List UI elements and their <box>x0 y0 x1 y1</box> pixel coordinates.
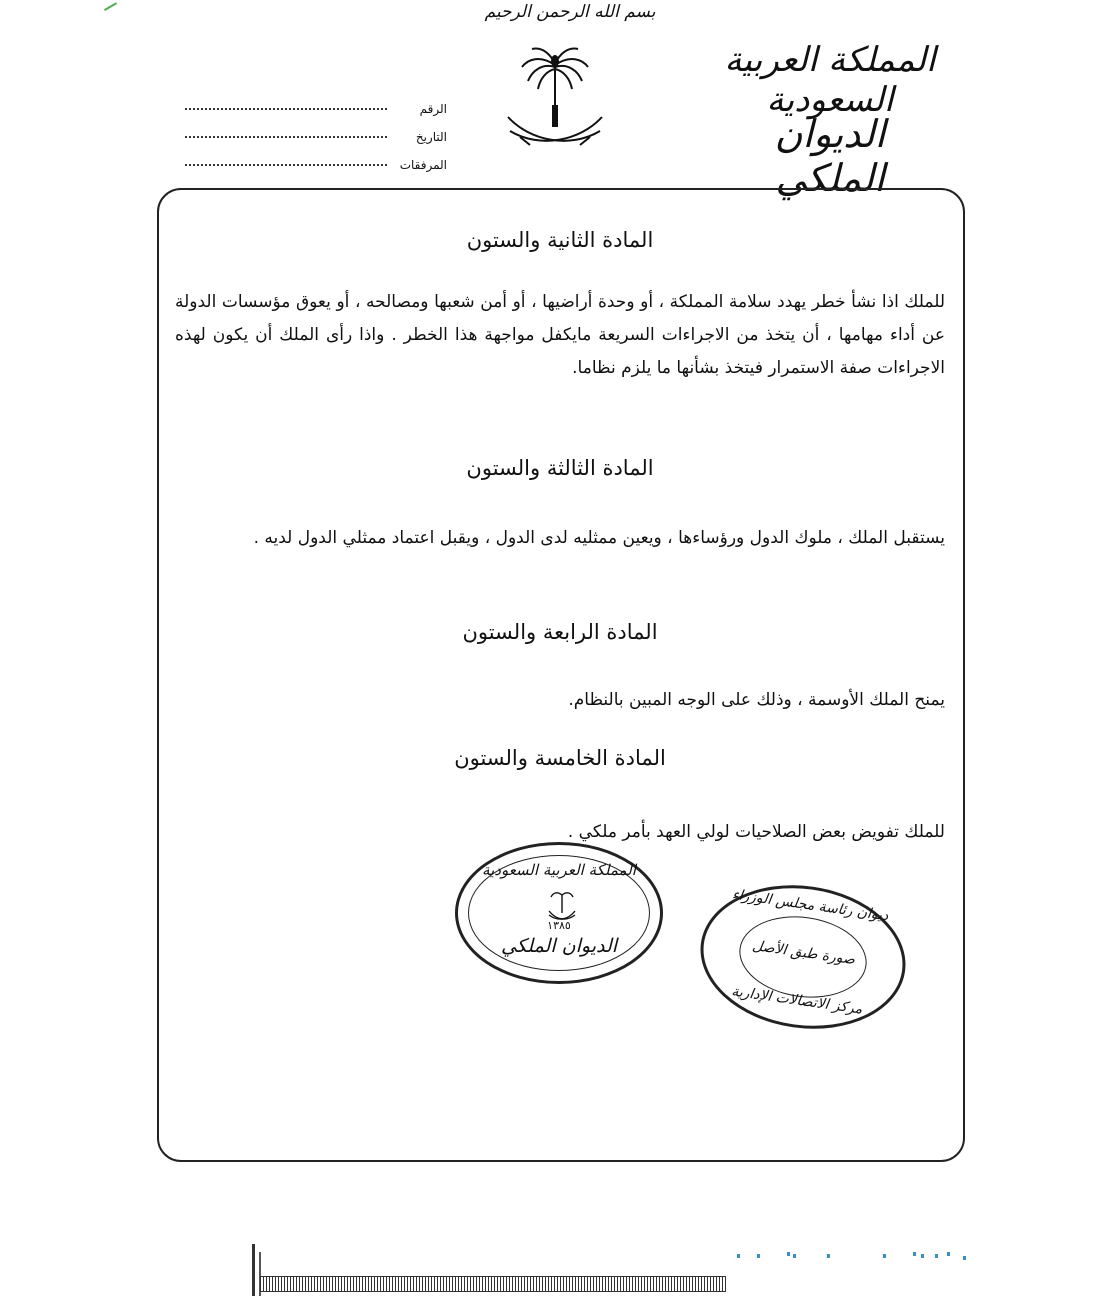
article-65-heading: المادة الخامسة والستون <box>454 746 666 770</box>
cabinet-stamp-top-text: ديوان رئاسة مجلس الوزراء <box>731 886 890 925</box>
article-65-text: للملك تفويض بعض الصلاحيات لولي العهد بأمر ملكي . <box>567 822 945 842</box>
article-63-text: يستقبل الملك ، ملوك الدول ورؤساءها ، ويعين ممثليه لدى الدول ، ويقبل اعتماد ممثلي الدول لديه . <box>253 528 945 548</box>
number-dotted-line <box>185 108 387 110</box>
date-field <box>185 116 447 144</box>
article-62-text: للملك اذا نشأ خطر يهدد سلامة المملكة ، أو وحدة أراضيها ، أو أمن شعبها ومصالحه ، أو يعوق مؤسسات الدولة عن أداء مهامها ، أن يتخذ من الاجراءات السريعة مايكفل مواجهة هذا الخطر . واذا رأى الملك أن يكون لهذه الاجراءات صفة الاستمرار فيتخذ بشأنها ما يلزم نظاما. <box>175 292 945 378</box>
attachments-dotted-line <box>185 164 387 166</box>
number-label: الرقم <box>419 102 447 116</box>
royal-court-title: الديوان الملكي <box>774 112 886 200</box>
reference-fields <box>185 88 447 172</box>
scan-margin-ruler <box>252 1244 726 1296</box>
basmala: بسم الله الرحمن الرحيم <box>484 2 656 22</box>
ruler-hatched-strip <box>260 1276 726 1292</box>
royal-stamp-year: ١٣٨٥ <box>547 919 571 932</box>
article-62-heading: المادة الثانية والستون <box>466 228 654 252</box>
attachments-label: المرفقات <box>399 158 447 172</box>
article-64-heading: المادة الرابعة والستون <box>462 620 658 644</box>
palm-and-swords-emblem-icon <box>500 45 610 165</box>
attachments-field <box>185 144 447 172</box>
article-64-text: يمنح الملك الأوسمة ، وذلك على الوجه المبين بالنظام. <box>568 690 945 710</box>
scan-corner-mark <box>101 0 117 11</box>
royal-stamp-top-text: المملكة العربية السعودية <box>482 861 636 879</box>
cabinet-stamp-center-text: صورة طبق الأصل <box>751 937 856 969</box>
royal-court-stamp <box>455 842 663 984</box>
cabinet-stamp-bottom-text: مركز الاتصالات الإدارية <box>730 983 864 1018</box>
ruler-vertical-bar <box>252 1244 255 1296</box>
scan-artifact-specks <box>735 1248 970 1264</box>
royal-stamp-bottom-text: الديوان الملكي <box>500 935 618 957</box>
date-dotted-line <box>185 136 387 138</box>
kingdom-title: المملكة العربية السعودية <box>724 40 936 120</box>
article-63-heading: المادة الثالثة والستون <box>466 456 654 480</box>
date-label: التاريخ <box>415 130 447 144</box>
number-field <box>185 88 447 116</box>
